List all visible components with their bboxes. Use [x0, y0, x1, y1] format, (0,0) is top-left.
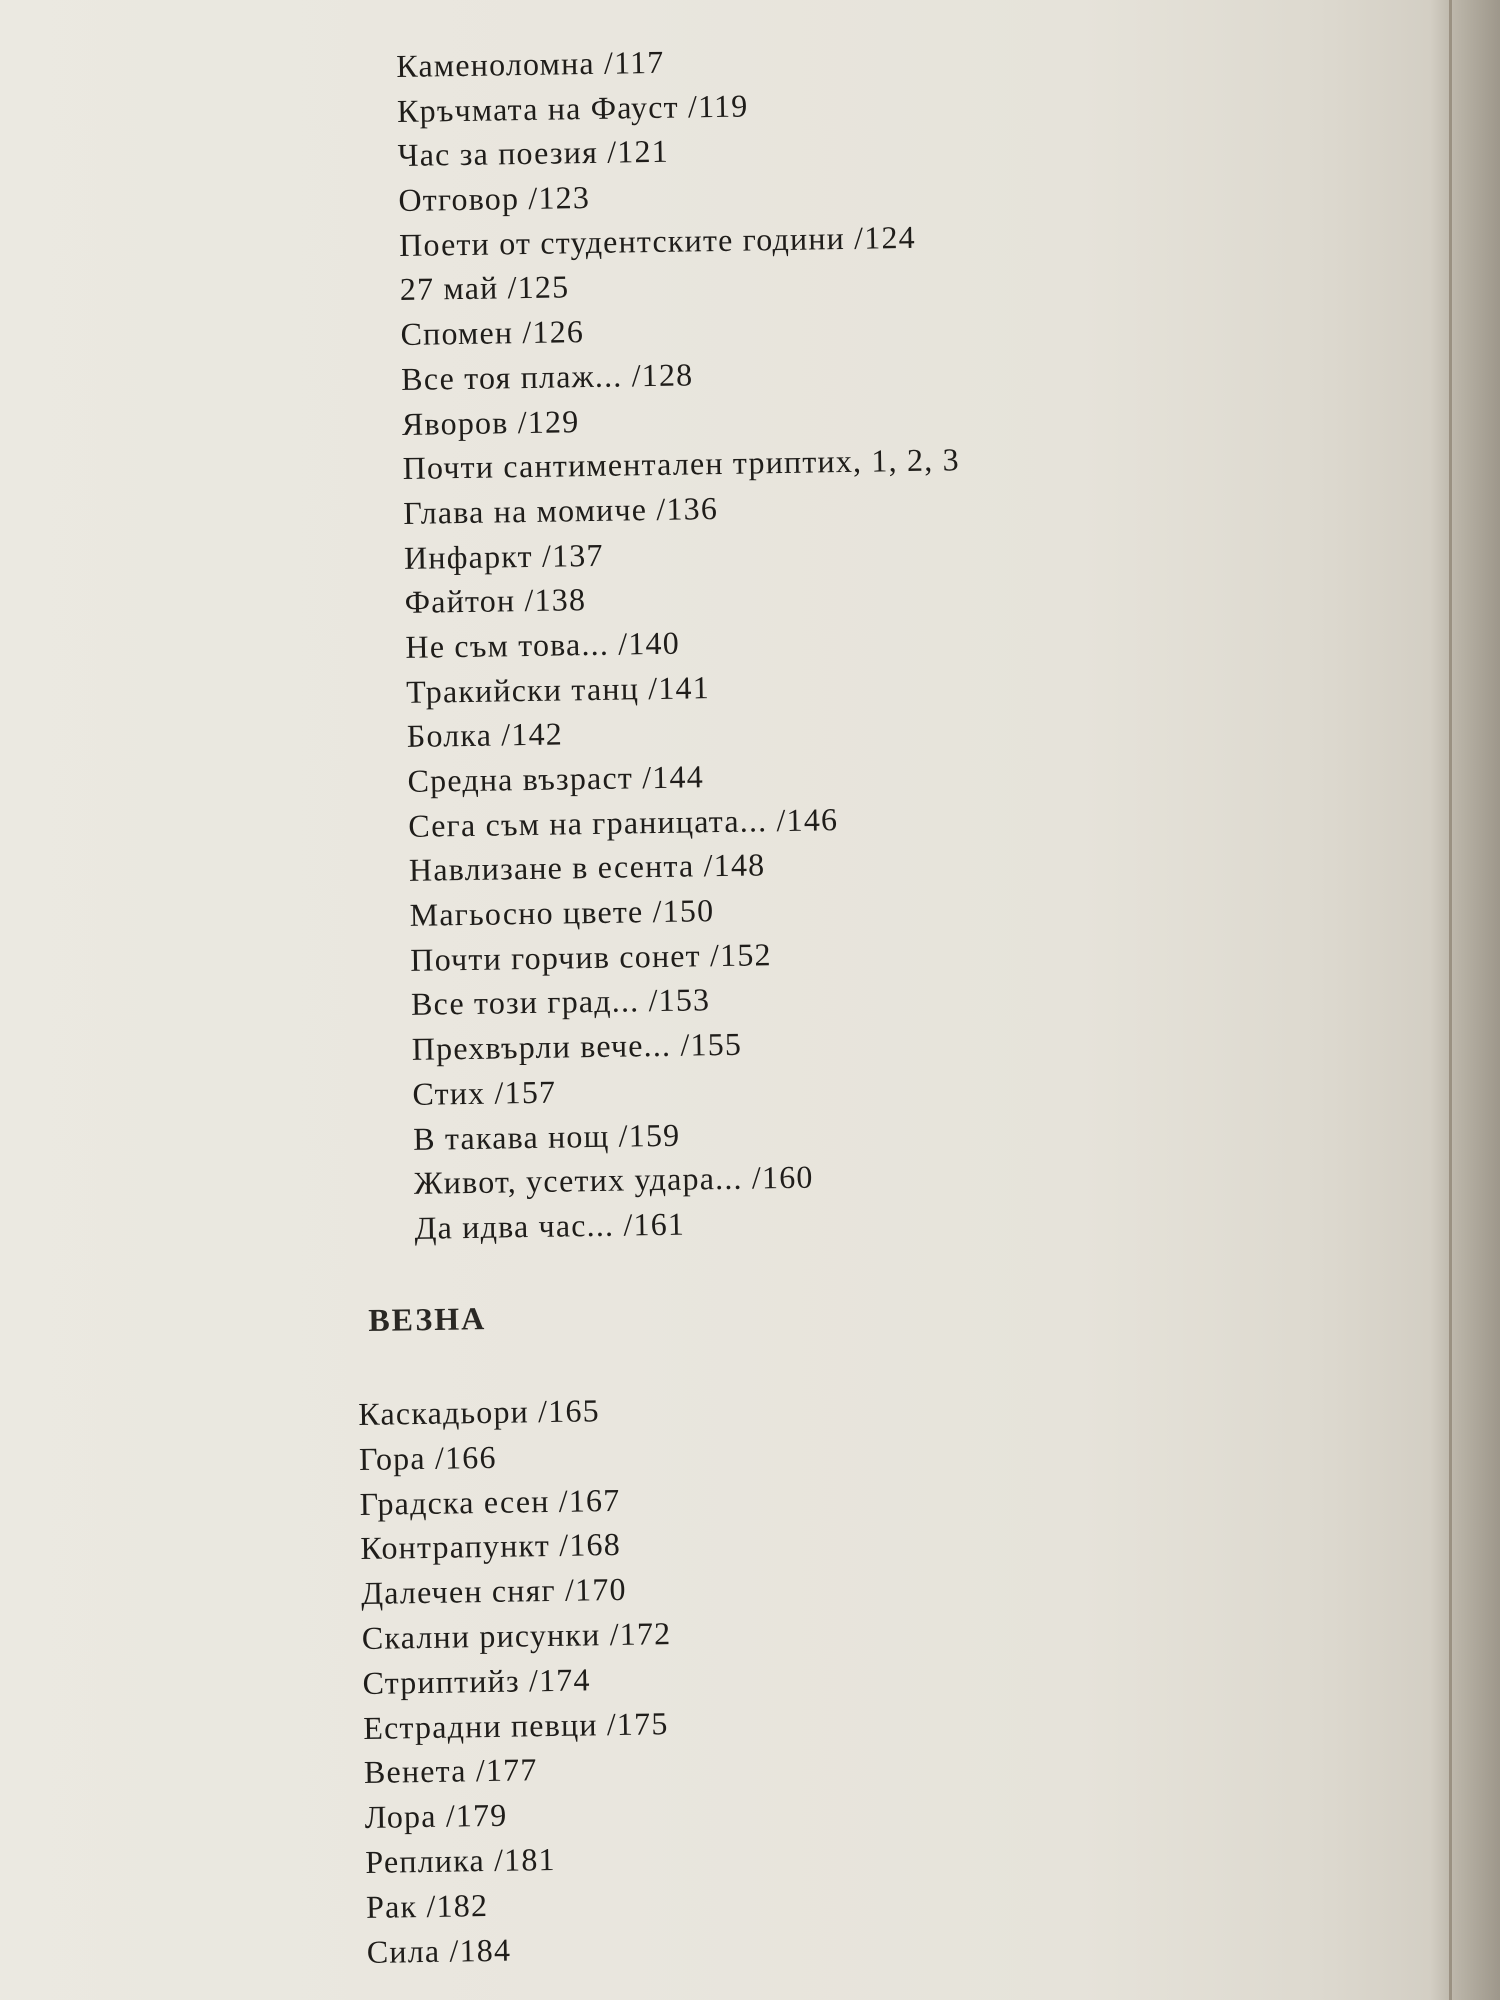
facing-page-edge: [1430, 0, 1500, 2000]
contents-entry: Яворов /129: [401, 402, 580, 442]
contents-entry: Поети от студентските години /124: [398, 218, 917, 263]
contents-entry: Да идва час... /161: [414, 1205, 686, 1246]
contents-entry: Рак /182: [365, 1886, 489, 1925]
section-heading: ВЕЗНА: [368, 1300, 487, 1338]
contents-entry: Каменоломна /117: [396, 43, 665, 84]
contents-entry: Прехвърли вече... /155: [411, 1025, 743, 1067]
contents-entry: Час за поезия /121: [397, 133, 670, 174]
contents-entry: Кръчмата на Фауст /119: [396, 87, 749, 129]
contents-entry: Средна възраст /144: [407, 758, 705, 799]
contents-entry: Далечен сняг /170: [360, 1570, 627, 1612]
contents-entry: Болка /142: [406, 715, 564, 755]
contents-entry: Градска есен /167: [359, 1481, 621, 1522]
contents-entry: Каскадьори /165: [358, 1392, 601, 1432]
contents-entry: Отговор /123: [398, 179, 591, 219]
contents-entry: Живот, усетих удара... /160: [413, 1158, 814, 1202]
contents-entry: Все тоя плаж... /128: [400, 356, 694, 397]
contents-entry: Стих /157: [412, 1073, 557, 1112]
contents-entry: Файтон /138: [404, 581, 587, 621]
contents-entry: Почти горчив сонет /152: [410, 935, 772, 978]
page-gutter: [1449, 0, 1452, 2000]
contents-entry: Магьосно цвете /150: [409, 892, 715, 933]
contents-entry: Стриптийз /174: [362, 1661, 591, 1701]
contents-list-part-one: [396, 35, 972, 1250]
contents-entry: Контрапункт /168: [360, 1526, 622, 1567]
contents-entry: Гора /166: [358, 1438, 497, 1477]
contents-entry: Все този град... /153: [410, 981, 711, 1023]
contents-entry: Сила /184: [366, 1931, 512, 1970]
contents-entry: Естрадни певци /175: [362, 1704, 669, 1746]
contents-entry: Тракийски танц /141: [405, 668, 711, 710]
contents-entry: Сега съм на границата... /146: [407, 800, 839, 844]
contents-entry: Глава на момиче /136: [403, 489, 719, 531]
contents-entry: Реплика /181: [365, 1840, 557, 1880]
contents-list-part-two: [358, 1387, 677, 1974]
contents-entry: Инфаркт /137: [403, 536, 604, 576]
contents-entry: В такава нощ /159: [412, 1116, 681, 1157]
contents-entry: Почти сантиментален триптих, 1, 2, 3: [402, 441, 961, 487]
contents-entry: Спомен /126: [400, 313, 585, 353]
contents-entry: Венета /177: [363, 1751, 538, 1791]
contents-entry: 27 май /125: [399, 268, 570, 308]
contents-entry: Лора /179: [364, 1796, 508, 1836]
contents-entry: Не съм това... /140: [405, 624, 681, 665]
contents-entry: Скални рисунки /172: [361, 1615, 672, 1656]
contents-entry: Навлизане в есента /148: [408, 846, 766, 889]
